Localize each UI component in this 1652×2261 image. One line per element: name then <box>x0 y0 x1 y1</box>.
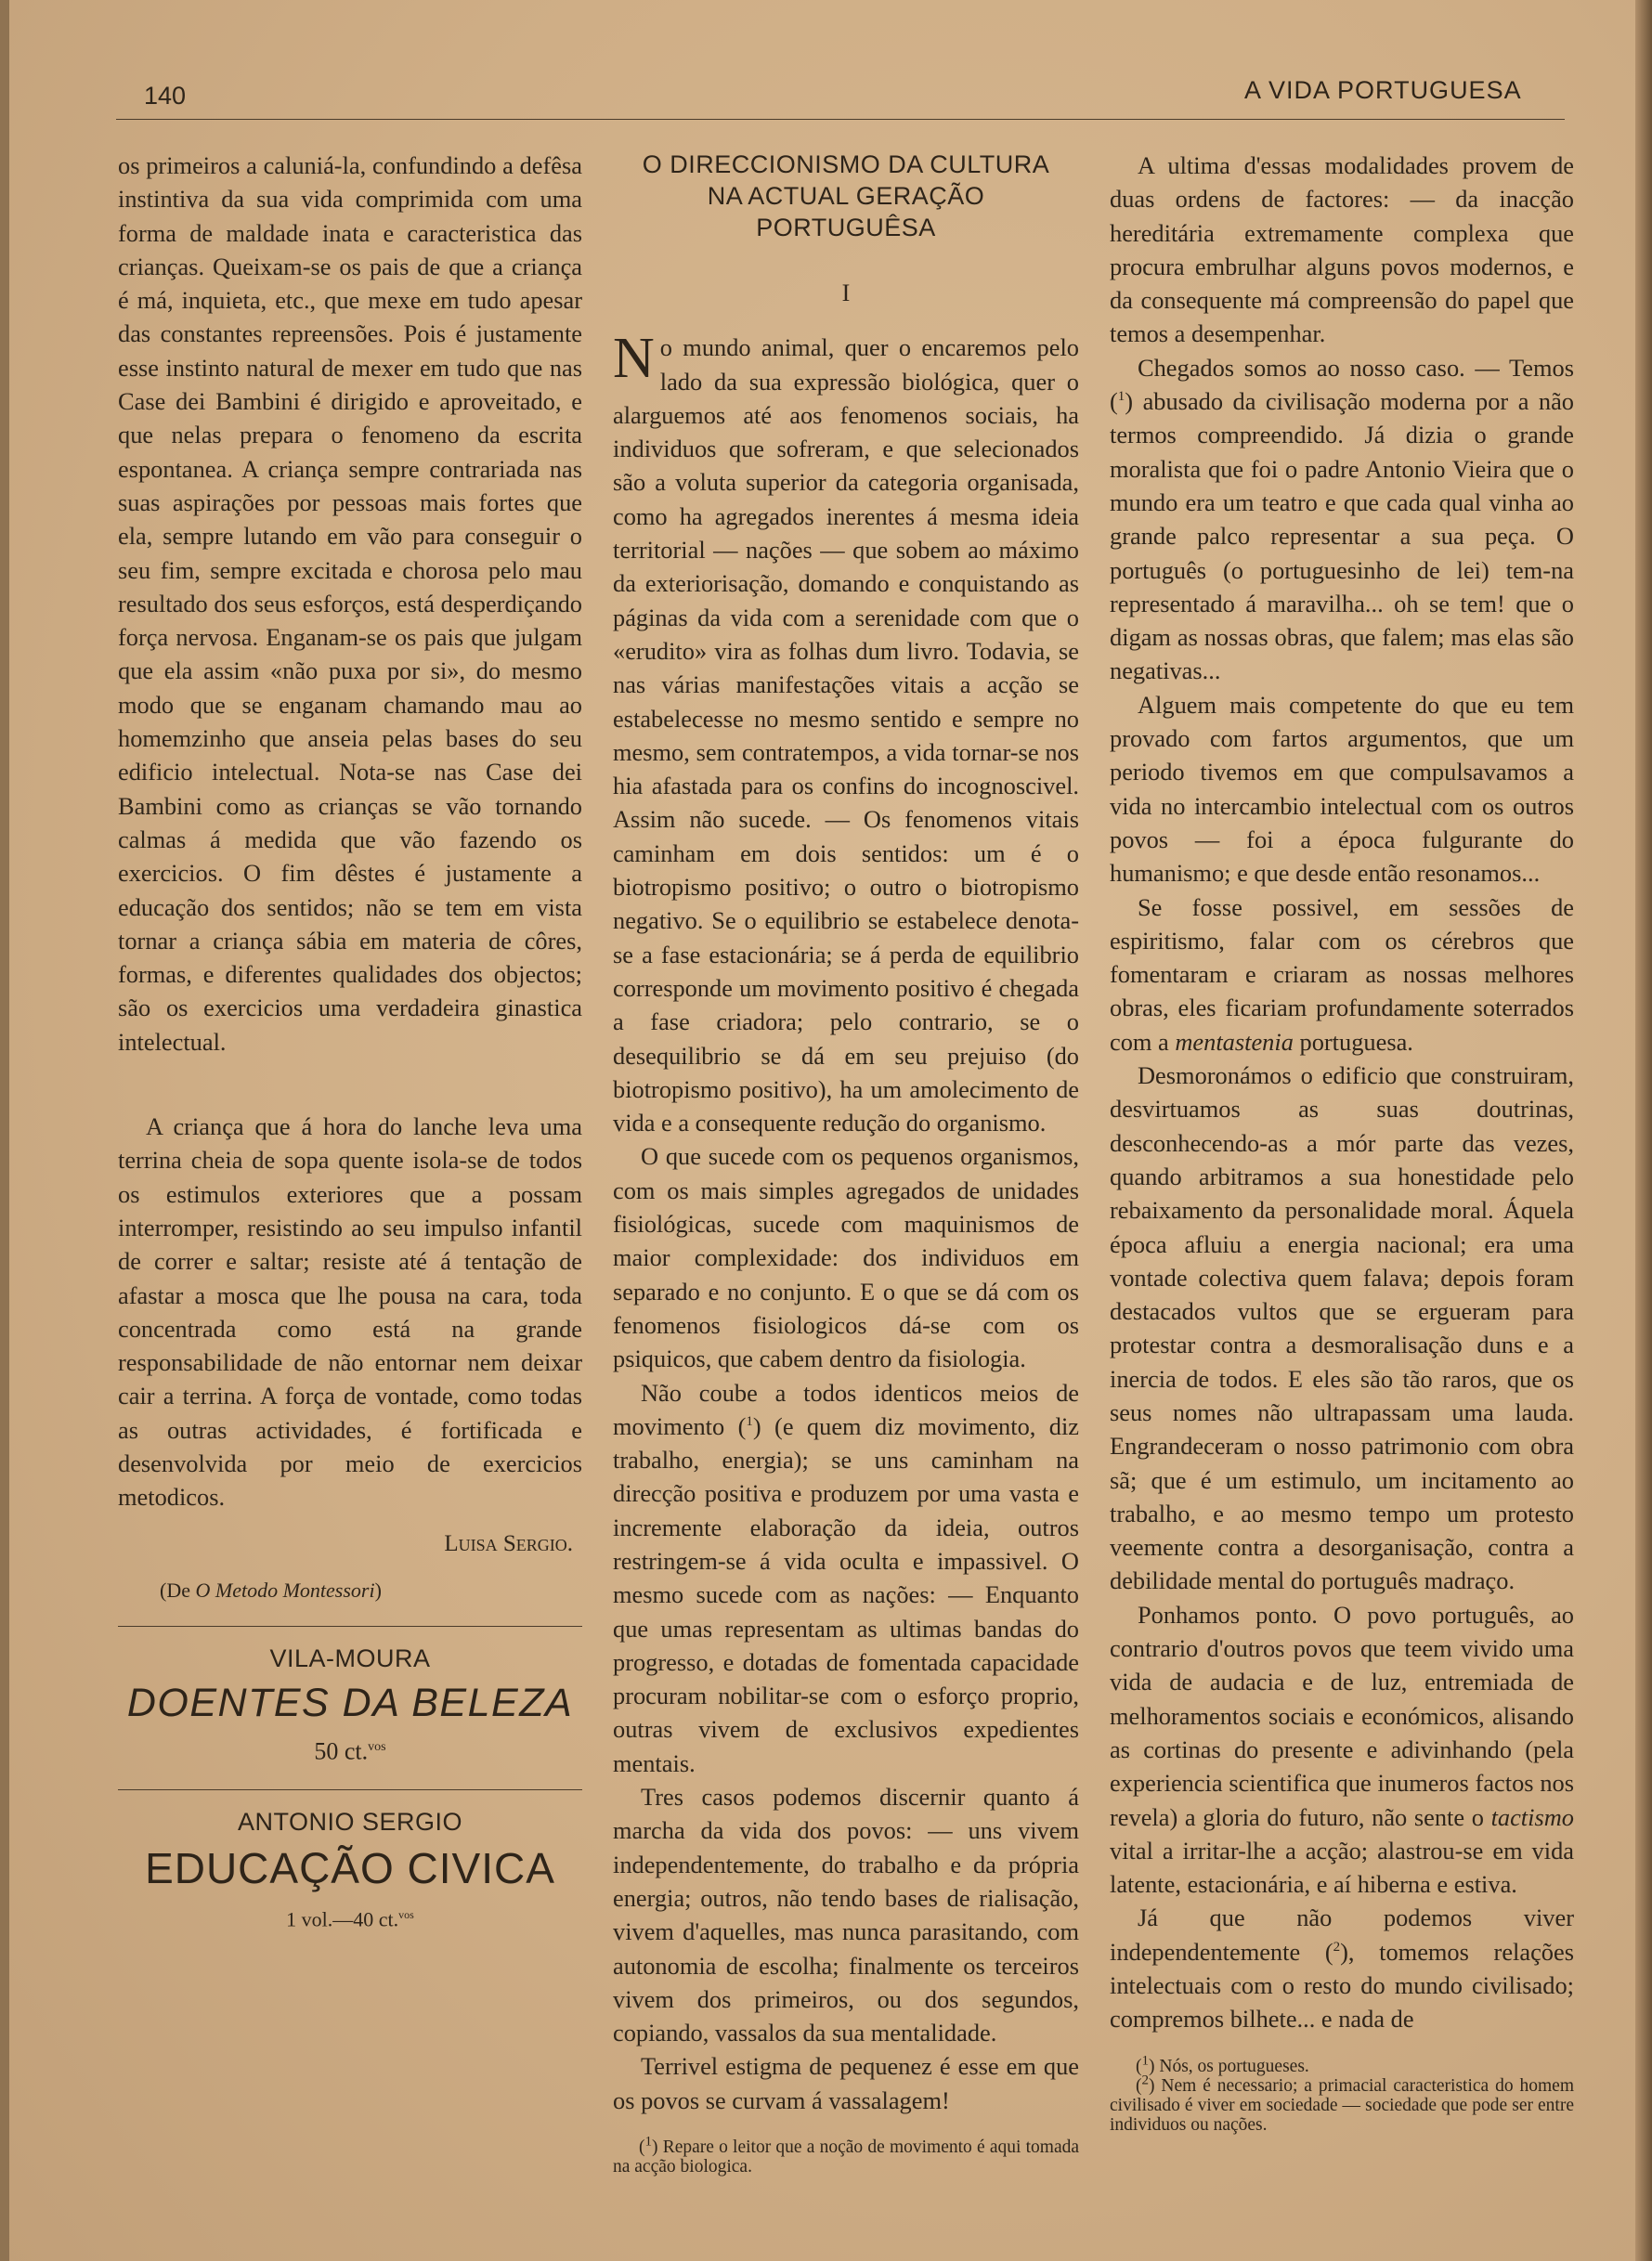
paragraph-text: o mundo animal, quer o encaremos pelo lado da sua expressão biológica, quer o alarguemos até aos fenomenos sociais, ha individuos que sofreram, e que selecionados são a voluta superior da categoria organisada, como ha agregados inerentes á mesma ideia territorial — nações — que sobem ao máximo da exteriorisação, domando e conquistando as páginas da vida com a serenidade com que o «erudito» vira as folhas dum livro. Todavia, se nas várias manifestações vitais a acção se estabelecesse no mesmo sentido e sempre no mesmo, sem contratempos, a vida tornar-se nos hia afastada para os confins do incognoscivel. Assim não sucede. — Os fenomenos vitais caminham em dois sentidos: um é o biotropismo positivo; o outro o biotropismo negativo. Se o equilibrio se estabelece denota-se a fase estacionária; se á perda de equilibrio corresponde um movimento positivo é chegada a fase criadora; pelo contrario, se o desequilibrio se dá em seu prejuiso (do biotropismo positivo), ha um amolecimento de vida e a consequente redução do organismo. <box>613 333 1079 1137</box>
emphasis: mentastenia <box>1175 1027 1294 1056</box>
page-edge-right <box>1635 0 1652 2261</box>
ad-divider <box>118 1789 582 1790</box>
paragraph <box>1110 1901 1574 2035</box>
column-right <box>1110 149 1574 2135</box>
paragraph-text: Chegados somos ao nosso caso. — Temos ( <box>1110 353 1574 416</box>
footnote-text: Nem é necessario; a primacial caracteristica do homem civilisado é viver em sociedade — sociedade que pode ser entre individuos ou nações. <box>1110 2075 1574 2135</box>
page-edge-left <box>0 0 9 2261</box>
paragraph: Desmoronámos o edificio que construiram, desvirtuamos as suas doutrinas, desconhecendo-as a mór parte das vezes, quando arbitramos a sua honestidade pelo rebaixamento da personalidade moral. Áquela época afluiu a energia nacional; era uma vontade colectiva quem falava; depois foram destacados vultos que se ergueram para protestar contra a desmoralisação duns e a inercia de todos. E eles são tão raros, que os seus nomes não ultrapassam uma lauda. Engrandeceram o nosso patrimonio com obra sã; que é um estimulo, um incitamento ao trabalho, e ao mesmo tempo um protesto veemente contra a desorganisação, contra a debilidade mental do português madraço. <box>1110 1061 1574 1595</box>
ad-price <box>118 1729 582 1771</box>
paragraph: Terrivel estigma de pequenez é esse em que os povos se curvam á vassalagem! <box>613 2052 1079 2114</box>
page-number: 140 <box>144 82 187 110</box>
footnote-mark: 2 <box>1141 2073 1149 2088</box>
footnote-ref: 1 <box>1117 389 1125 405</box>
paragraph: A ultima d'essas modalidades provem de duas ordens de factores: — da inacção hereditária extremamente complexa que procura embrulhar alguns povos modernos, e da consequente má compreensão do papel que temos a desempenhar. <box>1110 151 1574 348</box>
drop-cap: N <box>613 327 655 391</box>
paragraph-text: Se fosse possivel, em sessões de espiritismo, falar com os cérebros que fomentaram e criaram as nossas melhores obras, eles ficariam profundamente soterrados com a <box>1110 892 1574 1056</box>
paragraph: Tres casos podemos discernir quanto á marcha da vida dos povos: — uns vivem independentemente, do trabalho e da própria energia; outros, não tendo bases de rialisação, vivem d'aquelles, mas nunca parasitando, com autonomia de escolha; finalmente os terceiros vivem dos primeiros, ou dos segundos, copiando, vassalos da sua mentalidade. <box>613 1783 1079 2047</box>
paragraph <box>1110 351 1574 688</box>
paragraph <box>1110 1598 1574 1902</box>
paragraph-text: ), tomemos relações intelectuais com o resto do mundo civilisado; compremos bilhete... e nada de <box>1110 1937 1574 2034</box>
footnotes <box>613 2134 1079 2177</box>
paragraph <box>1110 890 1574 1059</box>
source-title: O Metodo Montessori <box>195 1578 375 1602</box>
paragraph-text: vital a irritar-lhe a acção; alastrou-se em vida latente, estacionária, e aí hiberna e estiva. <box>1110 1836 1574 1899</box>
footnote-text: Repare o leitor que a noção de movimento é aqui tomada na acção biologica. <box>613 2138 1079 2177</box>
footnote: ($^1$) Nós, os portugueses. <box>1136 2053 1309 2076</box>
footnote-ref: 2 <box>1333 1939 1341 1955</box>
author-signature: Luisa Sergio. <box>444 1530 573 1556</box>
ad-divider <box>118 1626 582 1627</box>
ad-price-value: 1 vol.—40 ct. <box>286 1907 399 1931</box>
ad-author: VILA-MOURA <box>269 1644 431 1673</box>
footnote: ($^1$) Repare o leitor que a noção de movimento é aqui tomada na acção biologica. <box>613 2134 1079 2177</box>
paragraph: os primeiros a caluniá-la, confundindo a defêsa instintiva da sua vida comprimida com uma forma de maldade inata e caracteristica das crianças. Queixam-se os pais de que a criança é má, inquieta, etc., que mexe em tudo apesar das constantes repreensões. Pois é justamente esse instinto natural de mexer em tudo que nas Case dei Bambini é dirigido e aproveitado, e que nelas prepara o fenomeno da escrita espontanea. A criança sempre contrariada nas suas aspirações por pessoas mais fortes que ela, sempre lutando em vão para conseguir o seu fim, sempre excitada e chorosa pelo mau resultado dos seus esforços, está desperdiçando força nervosa. Enganam-se os pais que julgam que ela assim «não puxa por si», do mesmo modo que se enganam chamando mau ao homemzinho que anseia pelas bases do seu edificio intelectual. Nota-se nas Case dei Bambini como as crianças se vão tornando calmas á medida que vão fazendo os exercicios. O fim dêstes é justamente a educação dos sentidos; não se tem em vista tornar a criança sábia em materia de côres, formas, e diferentes qualidades dos objectos; são os exercicios uma verdadeira ginastica intelectual. <box>118 151 582 1056</box>
footnote-mark: 1 <box>1141 2053 1149 2069</box>
emphasis: tactismo <box>1490 1802 1574 1831</box>
footnote: ($^2$) Nem é necessario; a primacial caracteristica do homem civilisado é viver em sociedade — sociedade que pode ser entre individuos ou nações. <box>1110 2073 1574 2135</box>
paragraph <box>613 1376 1079 1781</box>
header-rule <box>116 119 1565 120</box>
paragraph-text: Ponhamos ponto. O povo português, ao contrario d'outros povos que teem vivido uma vida de audacia e de luz, entremiada de melhoramentos sociais e económicos, alisando as cortinas do presente e adivinhando (pela experiencia scientifica que inumeros factos nos revela) a gloria do futuro, não sente o <box>1110 1600 1574 1831</box>
paragraph-text: ) abusado da civilisação moderna por a não termos compreendido. Já dizia o grande moralista que foi o padre Antonio Vieira que o mundo era um teatro e que cada qual vinha ao grande palco representar a sua peça. O português (o portuguesinho de lei) tem-na representado á maravilha... oh se tem! que o digam as nossas obras, que falem; mas elas são negativas... <box>1110 387 1574 685</box>
column-left <box>118 149 582 1938</box>
footnote-text: Nós, os portugueses. <box>1154 2056 1309 2076</box>
ad-author: ANTONIO SERGIO <box>237 1807 463 1836</box>
paragraph-text: Já que não podemos viver independentemente ( <box>1110 1904 1574 1966</box>
footnote-mark: 1 <box>644 2134 652 2150</box>
ad-book-title: EDUCAÇÃO CIVICA <box>145 1843 555 1892</box>
ad-price-value: 50 ct. <box>314 1737 369 1765</box>
paragraph-text: portuguesa. <box>1293 1027 1413 1056</box>
ad-book-title: DOENTES DA BELEZA <box>126 1681 574 1726</box>
paragraph-gap <box>118 1059 582 1110</box>
paragraph: O que sucede com os pequenos organismos, com os mais simples agregados de unidades fisiológicas, sucede com maquinismos de maior complexidade: dos individuos em separado e no conjunto. E o que se dá com os fenomenos fisiologicos dá-se com os psiquicos, que cabem dentro da fisiologia. <box>613 1142 1079 1373</box>
paragraph: A criança que á hora do lanche leva uma terrina cheia de sopa quente isola-se de todos os estimulos exteriores que a possam interromper, resistindo ao seu impulso infantil de correr e saltar; resiste até á tentação de afastar a mosca que lhe pousa na cara, toda concentrada como está na grande responsabilidade de não entornar nem deixar cair a terrina. A força de vontade, como todas as outras actividades, é fortificada e desenvolvida por meio de exercicios metodicos. <box>118 1112 582 1512</box>
paragraph <box>613 327 1079 1139</box>
paragraph-text: Não coube a todos identicos meios de movimento ( <box>613 1378 1079 1440</box>
running-title: A VIDA PORTUGUESA <box>1244 76 1522 104</box>
footnotes <box>1110 2053 1574 2135</box>
paragraph-text: ) (e quem diz movimento, diz trabalho, energia); se uns caminham na direcção positiva e produzem por uma vasta e incremente elaboração da ideia, outros restringem-se á vida oculta e impassivel. O mesmo sucede com as nações: — Enquanto que umas representam as ultimas bandas do progresso, e dotadas de fomentada capacidade procuram nobilitar-se com o esforço proprio, outras vivem de exclusivos expedientes mentais. <box>613 1411 1079 1777</box>
section-number: I <box>841 279 851 306</box>
ad-price-sup: vos <box>398 1907 414 1921</box>
column-middle <box>613 149 1079 2177</box>
source-citation <box>118 1574 582 1607</box>
ad-price-sup: vos <box>368 1740 386 1755</box>
ad-price <box>118 1896 582 1938</box>
paragraph: Alguem mais competente do que eu tem provado com fartos argumentos, que um periodo tivemos em que compulsavamos a vida no intercambio intelectual com os outros povos — foi a época fulgurante do humanismo; e que desde então resonamos... <box>1110 690 1574 888</box>
source-suffix: ) <box>374 1578 382 1602</box>
footnote-ref: 1 <box>746 1414 753 1429</box>
article-title: O DIRECCIONISMO DA CULTURA NA ACTUAL GERAÇÃO PORTUGUÊSA <box>642 150 1050 241</box>
source-prefix: (De <box>160 1578 196 1602</box>
